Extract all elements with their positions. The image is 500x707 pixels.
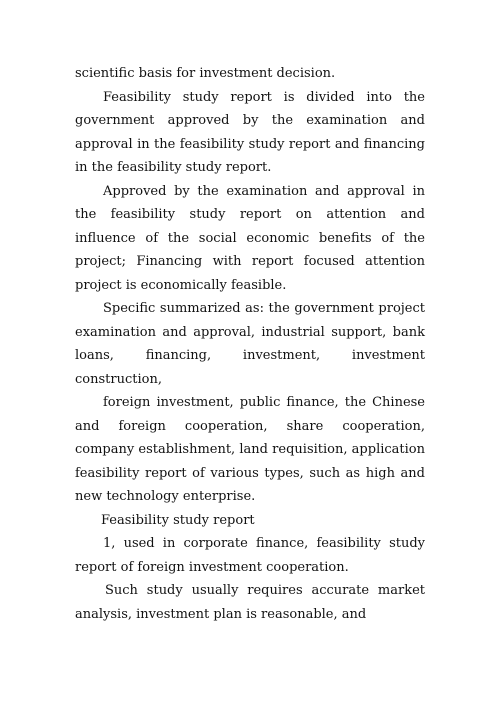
paragraph-report-types: Feasibility study report is divided into the government approved by the examination and approval in the feasibility study report and financing in the feasibility study report. — [75, 89, 425, 175]
document-page — [75, 62, 425, 626]
paragraph-approval-focus: Approved by the examination and approval in the feasibility study report on attention and influence of the social economic benefits of the project; Financing with report focused attention project is economically feasible. — [75, 183, 425, 293]
paragraph-continuation: scientific basis for investment decision. — [75, 66, 336, 81]
paragraph-specific-summary: Specific summarized as: the government project examination and approval, industrial support, bank loans, financing, investment, investment construction, — [75, 301, 425, 387]
paragraph-foreign-investment: foreign investment, public finance, the Chinese and foreign cooperation, share cooperation, company establishment, land requisition, application feasibility report of various types, such as high and new technology enterprise. — [75, 395, 425, 504]
paragraph-market-analysis: Such study usually requires accurate market analysis, investment plan is reasonable, and — [75, 583, 425, 622]
section-heading: Feasibility study report — [101, 512, 255, 528]
paragraph-corporate-finance: 1, used in corporate finance, feasibility study report of foreign investment cooperation. — [75, 536, 425, 575]
